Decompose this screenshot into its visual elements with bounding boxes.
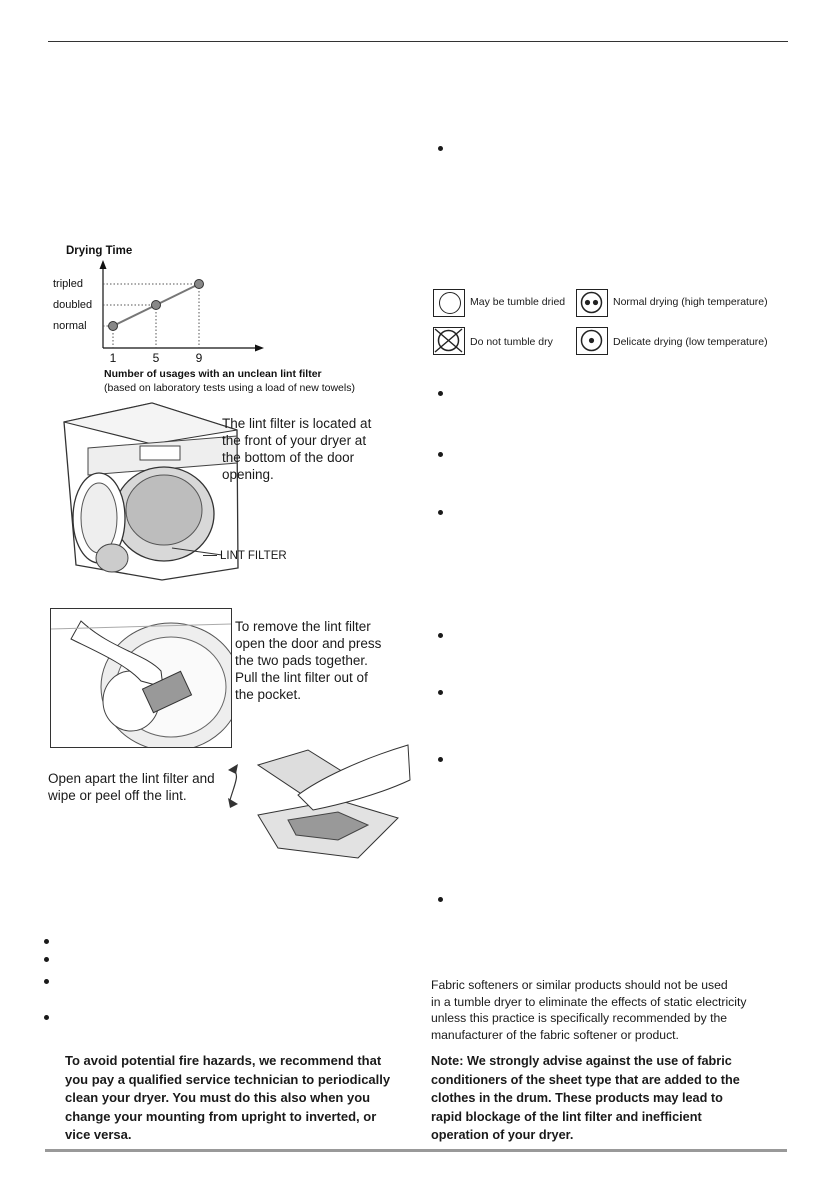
lint-filter-callout: LINT FILTER [220,550,287,562]
remove-filter-illustration [51,609,231,747]
open-line: wipe or peel off the lint. [48,788,187,803]
remove-line: open the door and press [235,636,382,651]
normal-drying-symbol [576,289,608,317]
softener-line: unless this practice is specifically recommended by the [431,1011,728,1025]
location-line: the front of your dryer at [222,433,367,448]
remove-filter-text [235,618,381,703]
fire-warning-line: To avoid potential fire hazards, we recommend that [65,1053,382,1068]
delicate-drying-symbol [576,327,608,355]
y-label-normal: normal [53,320,87,332]
note-line: rapid blockage of the lint filter and inefficient [431,1109,702,1124]
x-axis-arrow [255,345,264,352]
bottom-rule [45,1149,787,1152]
bullet [44,979,49,984]
note-line: clothes in the drum. These products may lead to [431,1091,723,1105]
bullet [438,757,443,762]
open-line: Open apart the lint filter and [48,771,215,786]
fire-warning [65,1052,390,1145]
note-line: operation of your dryer. [431,1128,574,1142]
remove-line: the two pads together. [235,653,368,668]
y-label-doubled: doubled [53,299,93,311]
bullet [438,633,443,638]
delicate-drying-label: Delicate drying (low temperature) [613,336,768,348]
softener-line: manufacturer of the fabric softener or product. [431,1027,679,1042]
softener-line: Fabric softeners or similar products should not be used [431,978,728,992]
fire-warning-line: change your mounting from upright to inverted, or [65,1108,377,1124]
crossed-circle-icon [434,328,463,353]
fire-warning-line: you pay a qualified service technician to periodically [65,1071,391,1087]
location-line: opening. [222,467,274,482]
bullet [438,391,443,396]
x-axis-note: (based on laboratory tests using a load of new towels) [104,382,355,394]
drying-time-chart [48,240,398,400]
note-line: Note: We strongly advise against the use of fabric [431,1054,732,1068]
bullet [438,146,443,151]
no-tumble-dry-label: Do not tumble dry [470,336,553,348]
data-point [109,322,118,331]
remove-line: To remove the lint filter [235,619,371,634]
series-segment [113,305,156,326]
bullet [44,1015,49,1020]
remove-filter-illustration-frame [50,608,232,748]
x-tick-5: 5 [152,351,160,365]
remove-line: the pocket. [235,687,302,702]
data-point [195,280,204,289]
lint-filter-location-text [222,415,371,483]
two-dot-circle-icon [577,290,606,315]
location-line: The lint filter is located at [222,416,372,431]
fire-warning-line: vice versa. [65,1127,132,1142]
fire-warning-line: clean your dryer. You must do this also when you [65,1090,371,1105]
open-filter-illustration [218,740,413,865]
bullet [438,510,443,515]
location-line: the bottom of the door [222,450,355,465]
softener-line: in a tumble dryer to eliminate the effects of static electricity [431,994,747,1009]
data-point [152,301,161,310]
bullet [44,939,49,944]
circle-icon [439,292,461,314]
series-segment [156,284,199,305]
note-paragraph [431,1052,740,1145]
bullet [438,452,443,457]
note-line: conditioners of the sheet type that are added to the [431,1072,740,1087]
no-tumble-dry-symbol [433,327,465,355]
x-tick-1: 1 [109,351,117,365]
bullet [44,957,49,962]
remove-line: Pull the lint filter out of [235,670,368,685]
lint-callout-line [203,555,217,556]
top-rule [48,41,788,42]
one-dot-circle-icon [577,328,606,353]
bullet [438,897,443,902]
x-axis-label: Number of usages with an unclean lint filter [104,368,322,380]
tumble-dry-symbol [433,289,465,317]
tumble-dry-label: May be tumble dried [470,296,566,308]
y-label-tripled: tripled [53,278,83,290]
bullet [438,690,443,695]
softener-paragraph [431,977,746,1043]
chart-title: Drying Time [66,245,133,257]
normal-drying-label: Normal drying (high temperature) [613,296,768,308]
open-filter-text [48,770,215,804]
y-axis-arrow [100,260,107,269]
x-tick-9: 9 [195,351,203,365]
